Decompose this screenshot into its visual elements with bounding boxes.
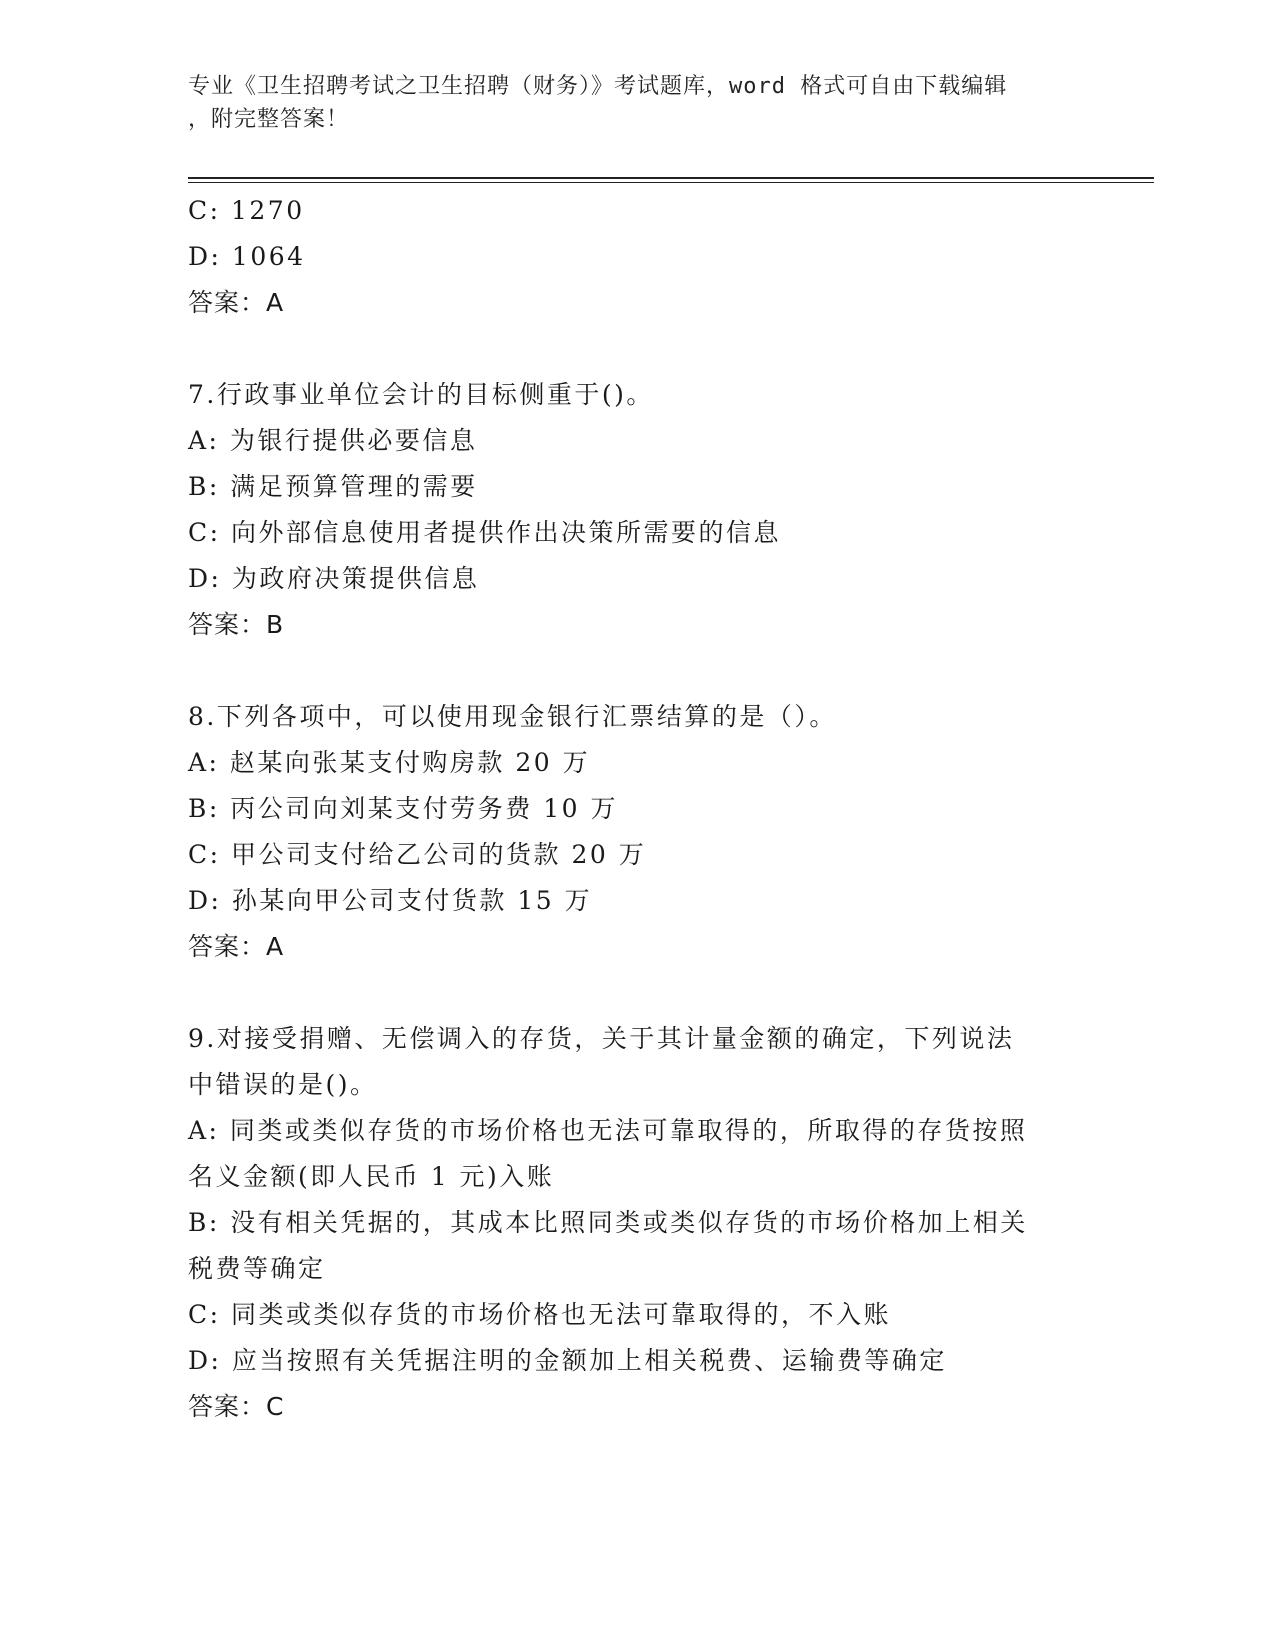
option-line: C: 向外部信息使用者提供作出决策所需要的信息: [188, 518, 781, 547]
question-stem: 7.行政事业单位会计的目标侧重于()。: [188, 380, 654, 409]
option-line: C: 1270: [188, 196, 305, 225]
question-stem-continued: 中错误的是()。: [188, 1070, 378, 1099]
option-line: A: 同类或类似存货的市场价格也无法可靠取得的，所取得的存货按照: [188, 1116, 1028, 1145]
spacer: [188, 648, 1088, 694]
option-line: B: 满足预算管理的需要: [188, 472, 478, 501]
option-line: B: 没有相关凭据的，其成本比照同类或类似存货的市场价格加上相关: [188, 1208, 1028, 1237]
answer-line: 答案：C: [188, 1392, 285, 1421]
option-line: B: 丙公司向刘某支付劳务费 10 万: [188, 794, 618, 823]
option-line: A: 为银行提供必要信息: [188, 426, 478, 455]
question-content: [188, 188, 1088, 1430]
option-line: A: 赵某向张某支付购房款 20 万: [188, 748, 591, 777]
question-stem: 9.对接受捐赠、无偿调入的存货，关于其计量金额的确定，下列说法: [188, 1024, 1015, 1053]
question-stem: 8.下列各项中，可以使用现金银行汇票结算的是（）。: [188, 702, 837, 731]
header-line-2: ，附完整答案！: [188, 107, 350, 132]
header-divider-thick: [188, 177, 1154, 179]
option-line-continued: 税费等确定: [188, 1254, 326, 1283]
option-line: D: 应当按照有关凭据注明的金额加上相关税费、运输费等确定: [188, 1346, 947, 1375]
spacer: [188, 970, 1088, 1016]
answer-line: 答案：A: [188, 932, 285, 961]
option-line: C: 同类或类似存货的市场价格也无法可靠取得的，不入账: [188, 1300, 892, 1329]
prev-question-block: [188, 188, 1088, 326]
header-line-1: 专业《卫生招聘考试之卫生招聘（财务）》考试题库，word 格式可自由下载编辑: [188, 74, 1008, 99]
document-header: [188, 70, 1068, 136]
option-line: D: 孙某向甲公司支付货款 15 万: [188, 886, 593, 915]
question-block-7: [188, 372, 1088, 648]
answer-line: 答案：A: [188, 288, 285, 317]
question-block-9: [188, 1016, 1088, 1430]
option-line: D: 为政府决策提供信息: [188, 564, 480, 593]
option-line: D: 1064: [188, 242, 306, 271]
header-divider-thin: [188, 182, 1154, 183]
question-block-8: [188, 694, 1088, 970]
option-line: C: 甲公司支付给乙公司的货款 20 万: [188, 840, 647, 869]
answer-line: 答案：B: [188, 610, 285, 639]
option-line-continued: 名义金额(即人民币 1 元)入账: [188, 1162, 555, 1191]
spacer: [188, 326, 1088, 372]
